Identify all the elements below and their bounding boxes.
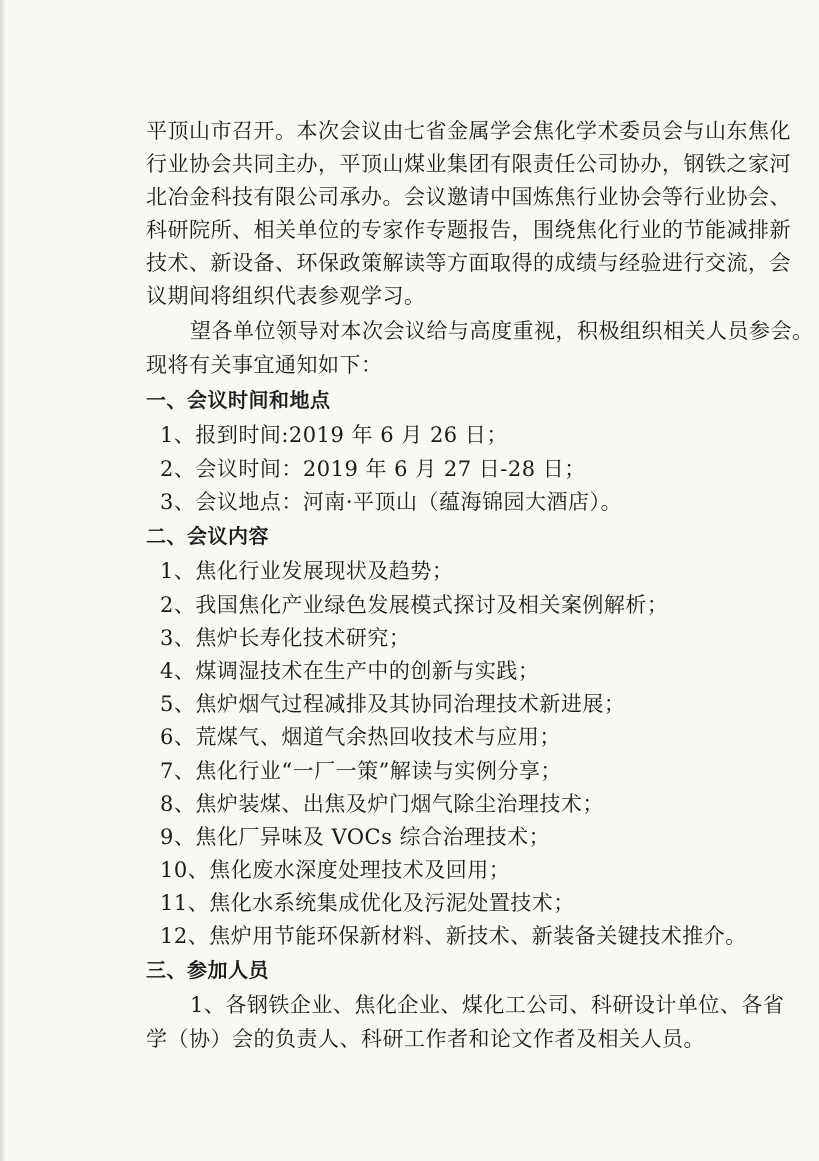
list-item: 1、报到时间:2019 年 6 月 26 日； bbox=[160, 423, 508, 447]
list-item: 10、焦化废水深度处理技术及回用； bbox=[160, 858, 511, 882]
list-item: 9、焦化厂异味及 VOCs 综合治理技术； bbox=[160, 825, 551, 849]
intro-line: 北冶金科技有限公司承办。会议邀请中国炼焦行业协会等行业协会、 bbox=[146, 185, 791, 209]
list-item: 2、会议时间：2019 年 6 月 27 日-28 日； bbox=[160, 457, 586, 481]
list-item: 3、会议地点：河南·平顶山（蕴海锦园大酒店）。 bbox=[160, 490, 623, 514]
list-item: 1、焦化行业发展现状及趋势； bbox=[160, 559, 454, 583]
attendees-line: 学（协）会的负责人、科研工作者和论文作者及相关人员。 bbox=[146, 1027, 705, 1051]
intro-line: 平顶山市召开。本次会议由七省金属学会焦化学术委员会与山东焦化 bbox=[146, 119, 791, 143]
intro-line: 议期间将组织代表参观学习。 bbox=[146, 284, 426, 308]
section-heading-content: 二、会议内容 bbox=[146, 524, 269, 548]
list-item: 11、焦化水系统集成优化及污泥处置技术； bbox=[160, 891, 575, 915]
list-item: 7、焦化行业“一厂一策”解读与实例分享； bbox=[160, 759, 562, 783]
notice-line: 现将有关事宜通知如下： bbox=[146, 353, 383, 377]
list-item: 2、我国焦化产业绿色发展模式探讨及相关案例解析； bbox=[160, 593, 669, 617]
list-item: 3、焦炉长寿化技术研究； bbox=[160, 626, 411, 650]
list-item: 8、焦炉装煤、出焦及炉门烟气除尘治理技术； bbox=[160, 792, 604, 816]
intro-line: 行业协会共同主办，平顶山煤业集团有限责任公司协办，钢铁之家河 bbox=[146, 152, 791, 176]
intro-line: 科研院所、相关单位的专家作专题报告，围绕焦化行业的节能减排新 bbox=[146, 218, 791, 242]
list-item: 12、焦炉用节能环保新材料、新技术、新装备关键技术推介。 bbox=[160, 924, 747, 948]
section-heading-time-place: 一、会议时间和地点 bbox=[146, 388, 331, 412]
attendees-line: 1、各钢铁企业、焦化企业、煤化工公司、科研设计单位、各省 bbox=[190, 993, 785, 1017]
list-item: 4、煤调湿技术在生产中的创新与实践； bbox=[160, 659, 540, 683]
intro-line: 技术、新设备、环保政策解读等方面取得的成绩与经验进行交流，会 bbox=[146, 251, 791, 275]
scan-edge-left bbox=[0, 0, 6, 1161]
list-item: 6、荒煤气、烟道气余热回收技术与应用； bbox=[160, 725, 561, 749]
list-item: 5、焦炉烟气过程减排及其协同治理技术新进展； bbox=[160, 692, 626, 716]
section-heading-attendees: 三、参加人员 bbox=[146, 958, 269, 982]
notice-line: 望各单位领导对本次会议给与高度重视，积极组织相关人员参会。 bbox=[190, 319, 814, 343]
